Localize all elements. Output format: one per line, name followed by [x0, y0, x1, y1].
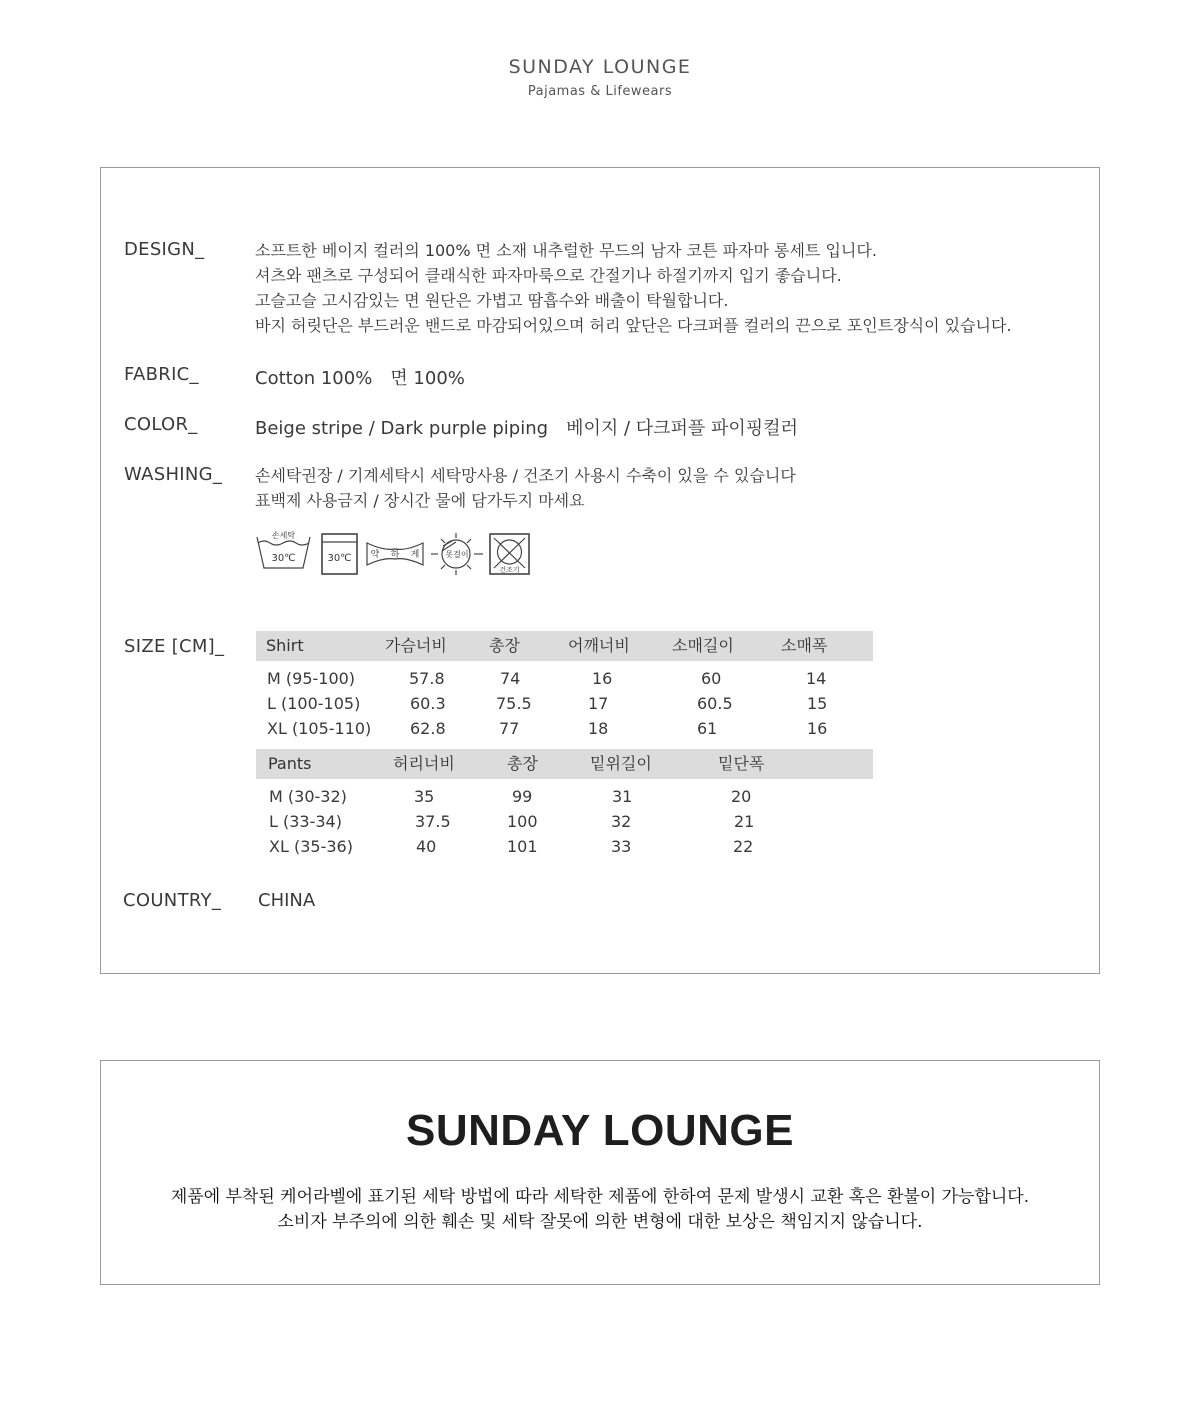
gentle-label-2: 하	[390, 550, 400, 560]
washing-line: 표백제 사용금지 / 장시간 물에 담가두지 마세요	[255, 491, 585, 510]
brand-title: SUNDAY LOUNGE	[508, 56, 692, 78]
design-line: 바지 허릿단은 부드러운 밴드로 마감되어있으며 허리 앞단은 다크퍼플 컬러의 끈으로 포인트장식이 있습니다.	[255, 316, 1012, 335]
color-label: COLOR_	[124, 414, 198, 435]
pants-header-cell: 허리너비	[393, 754, 455, 773]
shirt-header-cell: 어깨너비	[568, 636, 630, 655]
washing-label: WASHING_	[124, 464, 223, 485]
shirt-header-cell: Shirt	[266, 636, 304, 655]
color-ko: 베이지 / 다크퍼플 파이핑컬러	[566, 418, 798, 439]
brand-tagline: Pajamas & Lifewears	[527, 84, 673, 99]
no-tumble-dry-icon	[490, 534, 529, 574]
pants-header-cell: 총장	[507, 754, 538, 773]
design-label: DESIGN_	[124, 239, 205, 260]
washing-line: 손세탁권장 / 기계세탁시 세탁망사용 / 건조기 사용시 수축이 있을 수 있습니다	[255, 466, 796, 485]
country-label: COUNTRY_	[123, 890, 222, 911]
design-text	[255, 238, 1012, 338]
design-line: 소프트한 베이지 컬러의 100% 면 소재 내추럴한 무드의 남자 코튼 파자마 롱세트 입니다.	[255, 241, 877, 260]
no-sun-dry-label: 못걸이	[445, 550, 469, 559]
washing-text	[255, 463, 796, 513]
gentle-label-3: 게	[410, 550, 420, 560]
shirt-header-cell: 소매폭	[781, 636, 828, 655]
no-sun-dry-icon	[431, 533, 483, 575]
product-info-box: DESIGN_ 소프트한 베이지 컬러의 100% 면 소재 내추럴한 무드의 남자 코튼 파자마 롱세트 입니다. 셔츠와 팬츠로 구성되어 클래식한 파자마룩으로 간절기나 하절기까지 입기 좋습니다. 고슬고슬 고시감있는 면 원단은 가볍고 땀흡수와 배출이 탁월합니다. 바지 허릿단은 부드러운 밴드로 마감되어있으며 허리 앞단은 다크퍼플 컬러의 끈으로 포인트장식이 있습니다. FABRIC_ Cotton 100% 면 100% COLOR_ Beige stripe / Dark purple piping 베이지 / 다크퍼플 파이핑컬러 WASHING_ 손세탁권장 / 기계세탁시 세탁망사용 / 건조기 사용시 수축이 있을 수 있습니다 표백제 사용금지 / 장시간 물에 담가두지 마세요 손세탁 30℃ 30℃ 약 하 게 못걸이 건조기 SIZE [CM]_ Shirt 가슴너비 총장 어깨너비 소매길이 소매폭 M (95-100) 57.8 74 16 60 14 L (100-105) 60.3 75.5 17 60.5 15 XL (105-110) 62.8 77 18 61 16 Pants 허리너비 총장 밑위길이 밑단폭 M (30-32) 35 99 31 20 L (33-34) 37.5 100 32 21 XL (35-36) 40 101 33 22 COUNTRY_ CHINA	[100, 167, 1100, 974]
pants-header-cell: 밑단폭	[718, 754, 765, 773]
no-tumble-dry-label: 건조기	[499, 566, 520, 574]
machine-wash-temp: 30℃	[327, 553, 352, 564]
fabric-label: FABRIC_	[124, 364, 199, 385]
hand-wash-icon	[257, 530, 310, 568]
brand-header	[0, 56, 1200, 100]
shirt-header-cell: 가슴너비	[385, 636, 447, 655]
gentle-wring-icon	[367, 543, 423, 565]
fabric-en: Cotton 100%	[255, 368, 373, 389]
notice-brand: SUNDAY LOUNGE	[406, 1106, 794, 1155]
size-label: SIZE [CM]_	[124, 636, 225, 657]
fabric-value	[255, 364, 465, 390]
shirt-header-cell: 총장	[489, 636, 520, 655]
notice-box	[100, 1060, 1100, 1285]
country-value: CHINA	[258, 890, 316, 911]
care-icons	[256, 530, 536, 578]
pants-header-cell: Pants	[268, 754, 312, 773]
gentle-label-1: 약	[370, 550, 380, 560]
design-line: 고슬고슬 고시감있는 면 원단은 가볍고 땀흡수와 배출이 탁월합니다.	[255, 291, 729, 310]
color-value	[255, 414, 798, 440]
machine-wash-icon	[322, 534, 357, 574]
shirt-table-header	[256, 631, 873, 661]
notice-text	[101, 1185, 1099, 1235]
fabric-ko: 면 100%	[390, 368, 465, 389]
notice-line: 소비자 부주의에 의한 훼손 및 세탁 잘못에 의한 변형에 대한 보상은 책임지지 않습니다.	[277, 1212, 923, 1232]
pants-header-cell: 밑위길이	[590, 754, 652, 773]
color-en: Beige stripe / Dark purple piping	[255, 418, 549, 439]
design-line: 셔츠와 팬츠로 구성되어 클래식한 파자마룩으로 간절기나 하절기까지 입기 좋습니다.	[255, 266, 842, 285]
hand-wash-label: 손세탁	[271, 531, 296, 540]
notice-line: 제품에 부착된 케어라벨에 표기된 세탁 방법에 따라 세탁한 제품에 한하여 문제 발생시 교환 혹은 환불이 가능합니다.	[170, 1187, 1030, 1207]
pants-table-header	[256, 749, 873, 779]
hand-wash-temp: 30℃	[271, 553, 296, 564]
shirt-header-cell: 소매길이	[672, 636, 734, 655]
